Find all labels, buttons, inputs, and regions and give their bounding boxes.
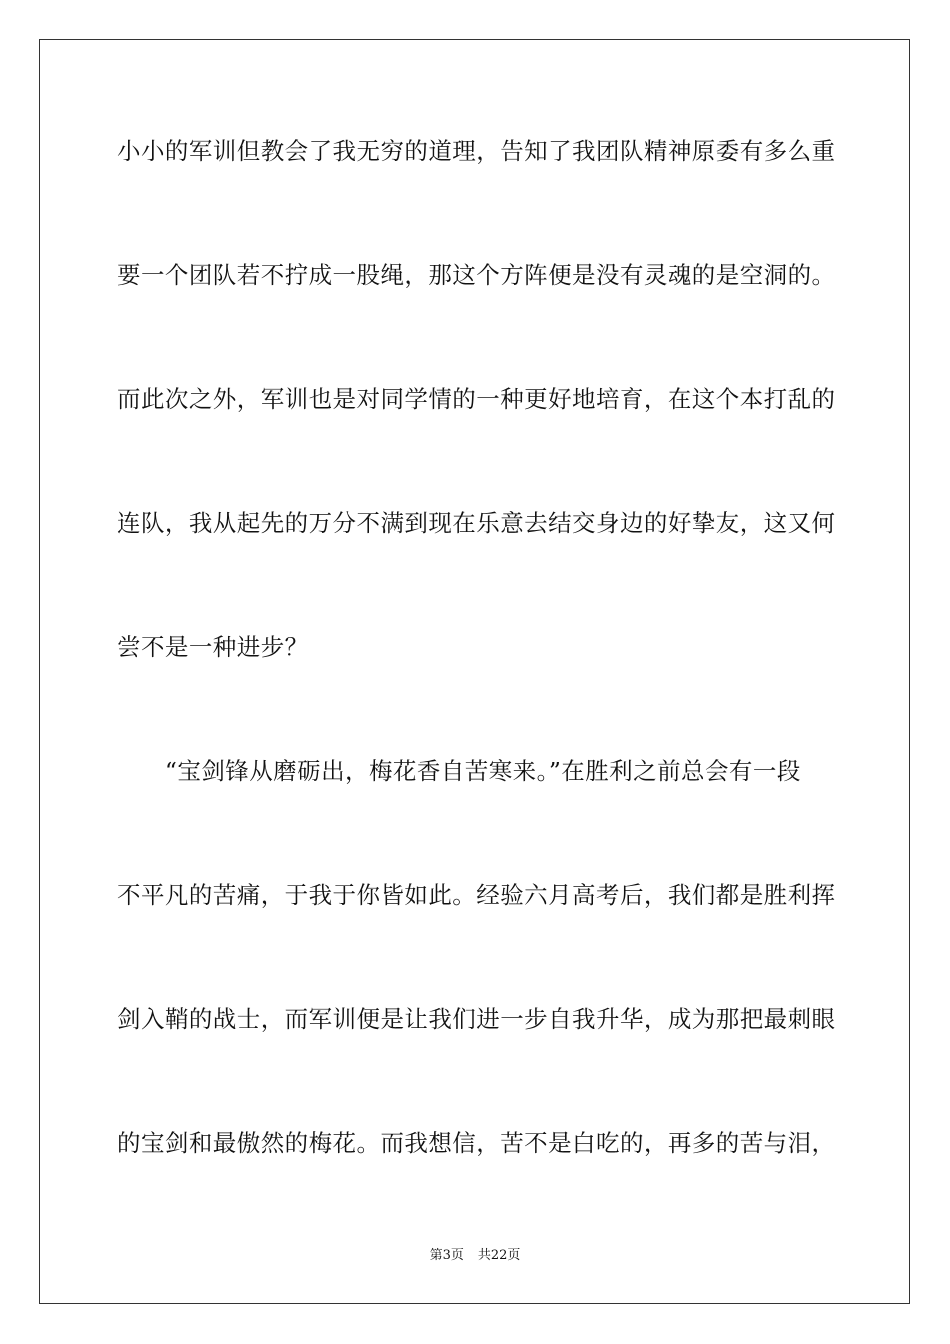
total-pages: 共22页 — [477, 1248, 521, 1263]
page-number: 第3页 — [429, 1248, 464, 1263]
page-frame — [39, 39, 910, 1304]
body-text-line: 而此次之外，军训也是对同学情的一种更好地培育，在这个本打乱的 — [117, 385, 836, 413]
body-text-line: 不平凡的苦痛，于我于你皆如此。经验六月高考后，我们都是胜利挥 — [117, 881, 836, 909]
body-text-line: 的宝剑和最傲然的梅花。而我想信，苦不是白吃的，再多的苦与泪， — [117, 1129, 836, 1157]
body-text-line: 尝不是一种进步？ — [117, 633, 309, 661]
body-text-line: 剑入鞘的战士，而军训便是让我们进一步自我升华，成为那把最刺眼 — [117, 1005, 836, 1033]
body-text-line: 连队，我从起先的万分不满到现在乐意去结交身边的好挚友，这又何 — [117, 509, 836, 537]
body-text-line: 小小的军训但教会了我无穷的道理，告知了我团队精神原委有多么重 — [117, 137, 836, 165]
body-text-line: “宝剑锋从磨砺出，梅花香自苦寒来。”在胜利之前总会有一段 — [117, 757, 801, 785]
page-footer — [0, 1246, 950, 1266]
body-text-line: 要一个团队若不拧成一股绳，那这个方阵便是没有灵魂的是空洞的。 — [117, 261, 836, 289]
